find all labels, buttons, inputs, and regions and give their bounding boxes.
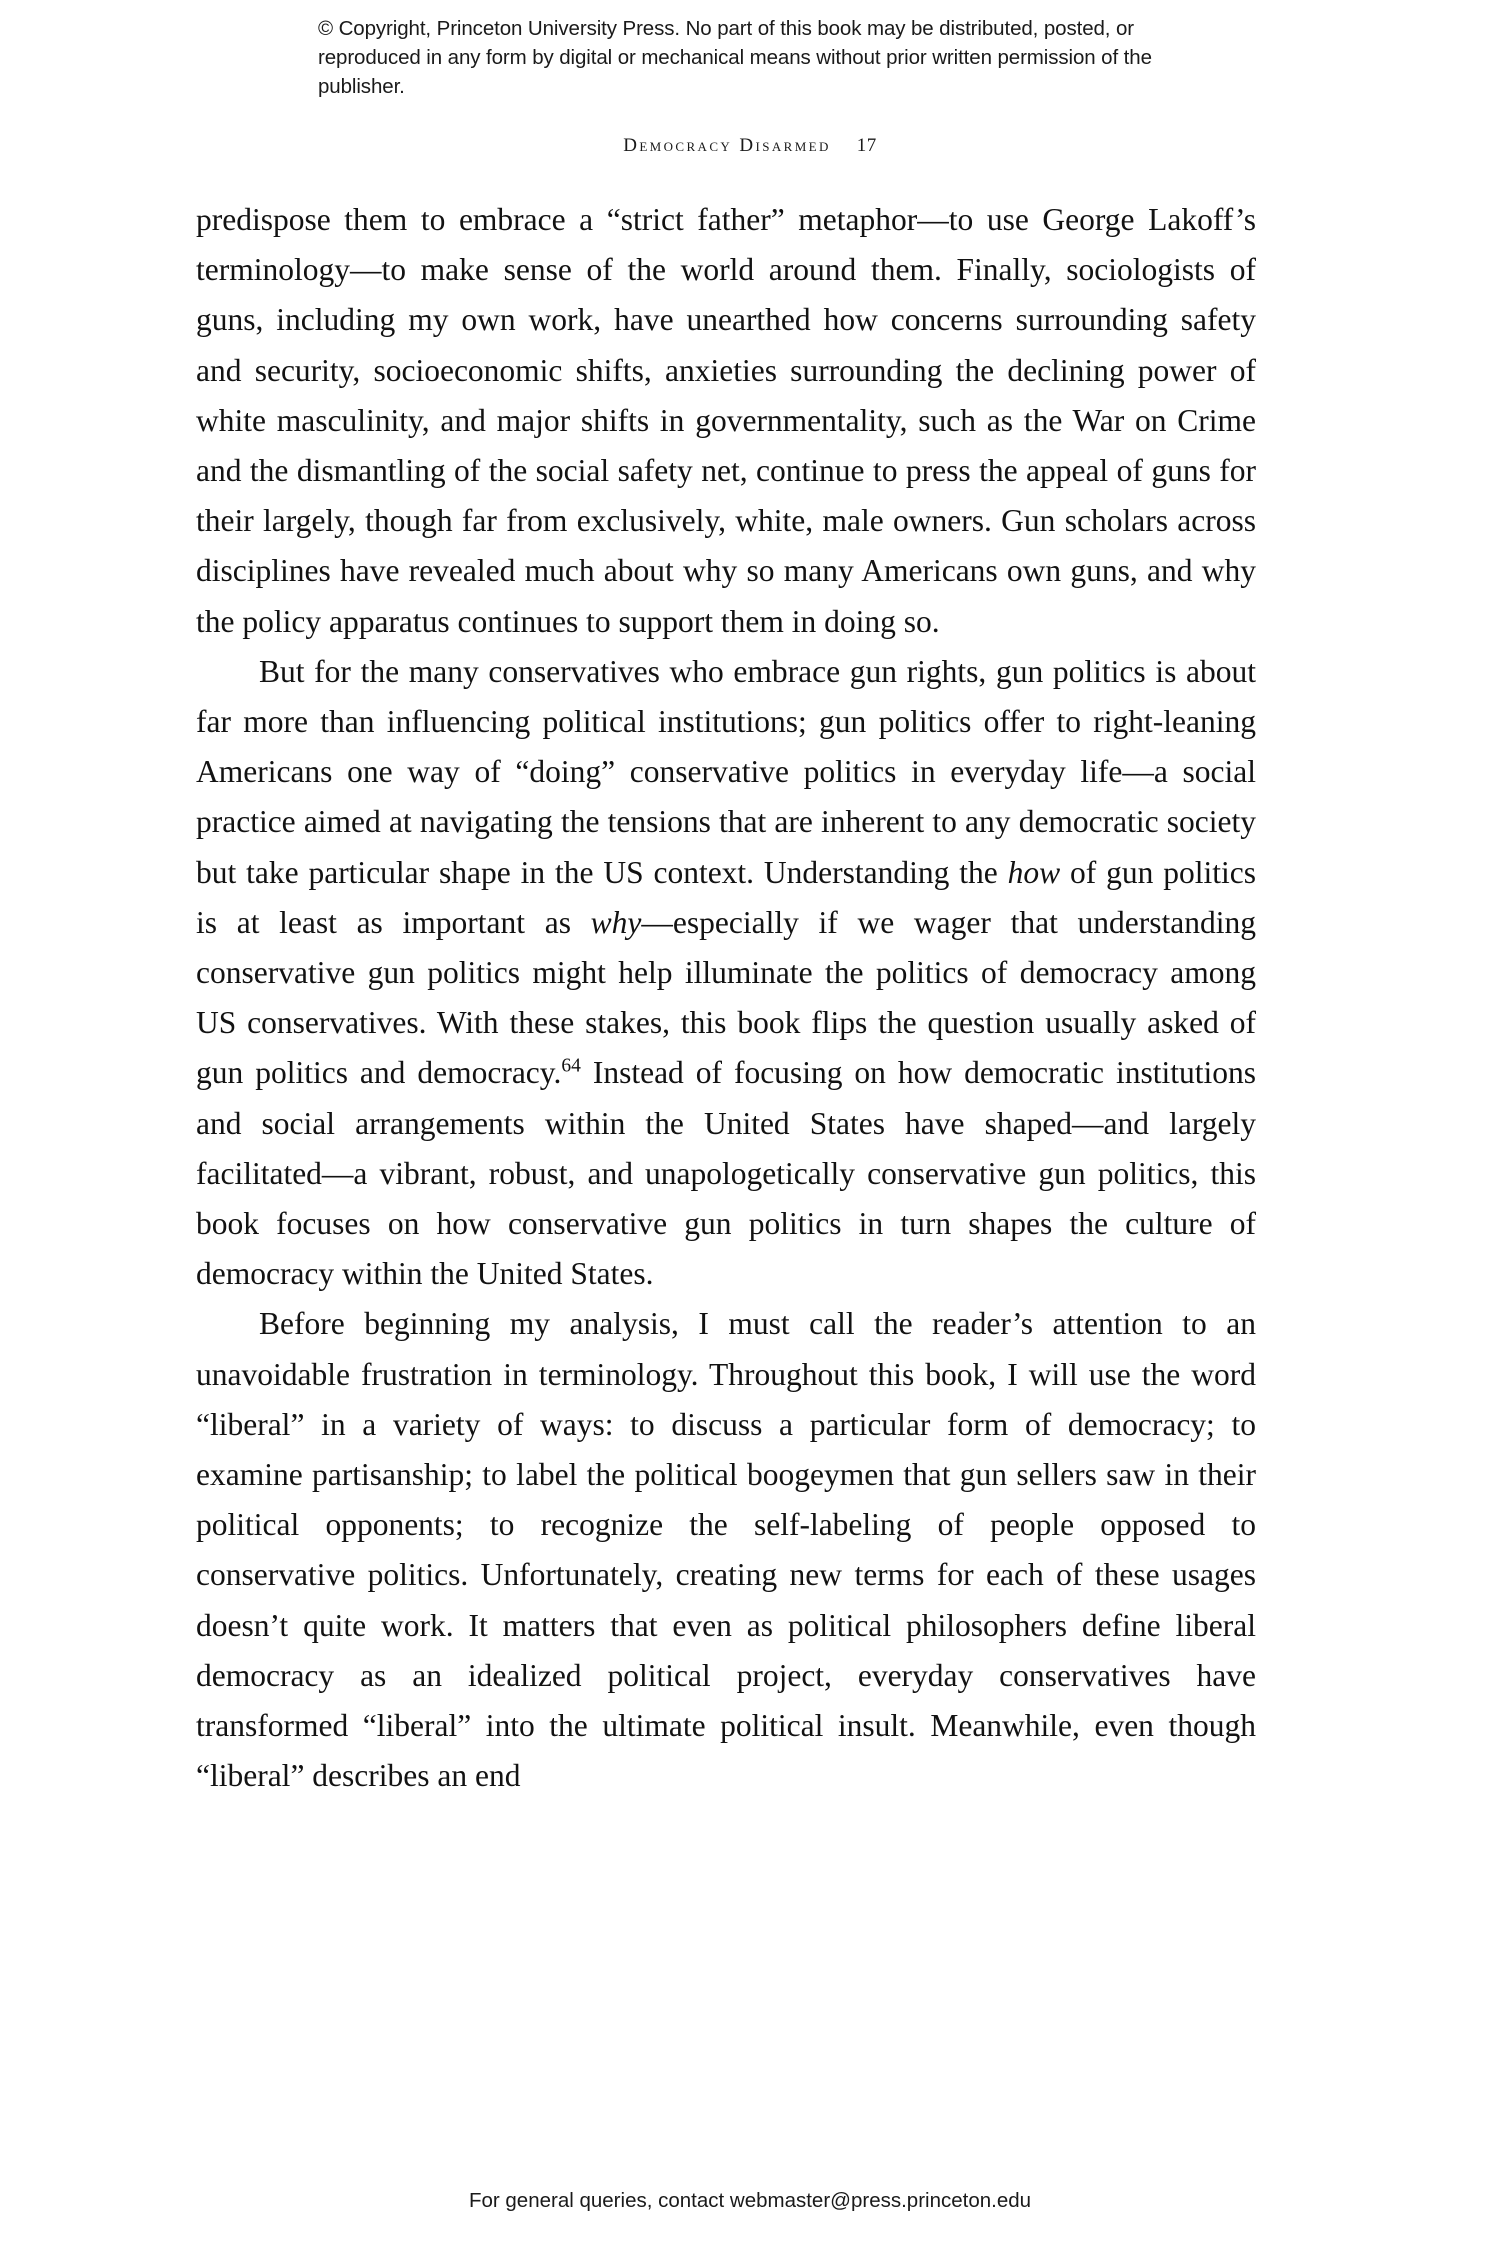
running-head [0,135,1500,157]
running-head-title: Democracy Disarmed [623,135,831,156]
page-number: 17 [856,135,877,156]
paragraph-text-run: Instead of focusing on how democratic institutions and social arrangements within the United States have shaped—and largely facilitated—a vibrant, robust, and unapologetically conservative gun politics, this book focuses on how conservative gun politics in turn shapes the culture of democracy within the United States. [196,1055,1256,1292]
italic-term-why: why [590,904,642,940]
footnote-reference-64: 64 [561,1055,581,1077]
paragraph-text-run: —especially if we wager that understanding conservative gun politics might help illuminate the politics of democracy among US conservatives. With these stakes, this book flips the question usually asked of gun politics and democracy. [196,904,1256,1091]
copyright-notice: © Copyright, Princeton University Press. No part of this book may be distributed, posted, or reproduced in any form by digital or mechanical means without prior written permission of the publisher. [318,17,1152,99]
paragraph-text-run: of gun politics is at least as important as [196,854,1256,940]
paragraph: predispose them to embrace a “strict father” metaphor—to use George Lakoff’s terminology—to make sense of the world around them. Finally, sociologists of guns, including my own work, have unearthed how concerns surrounding safety and security, socioeconomic shifts, anxieties surrounding the declining power of white masculinity, and major shifts in governmentality, such as the War on Crime and the dismantling of the social safety net, continue to press the appeal of guns for their largely, though far from exclusively, white, male owners. Gun scholars across disciplines have revealed much about why so many Americans own guns, and why the policy apparatus continues to support them in doing so. [196,202,1256,639]
italic-term-how: how [1007,854,1061,890]
paragraph [196,647,1256,1300]
footer-notice: For general queries, contact webmaster@press.princeton.edu [468,2189,1032,2212]
paragraph: Before beginning my analysis, I must call the reader’s attention to an unavoidable frustration in terminology. Throughout this book, I will use the word “liberal” in a variety of ways: to discuss a particular form of democracy; to examine partisanship; to label the political boogeymen that gun sellers saw in their political opponents; to recognize the self-labeling of people opposed to conservative politics. Unfortunately, creating new terms for each of these usages doesn’t quite work. It matters that even as political philosophers define liberal democracy as an idealized political project, everyday conservatives have transformed “liberal” into the ultimate political insult. Meanwhile, even though “liberal” describes an end [196,1306,1256,1794]
paragraph-text-run: But for the many conservatives who embrace gun rights, gun politics is about far more than influencing political institutions; gun politics offer to right-leaning Americans one way of “doing” conservative politics in everyday life—a social practice aimed at navigating the tensions that are inherent to any democratic society but take particular shape in the US context. Understanding the [196,653,1256,890]
body-text [196,195,1256,1802]
